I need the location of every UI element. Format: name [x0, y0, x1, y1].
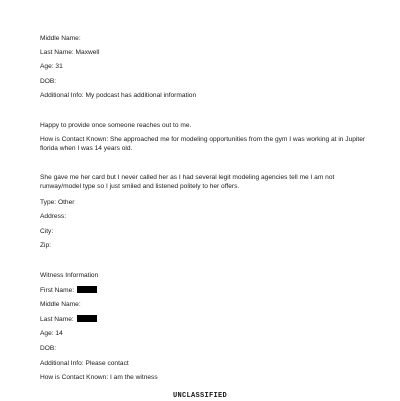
- subject-middle-name: Middle Name:: [40, 35, 81, 42]
- location-zip: Zip:: [40, 242, 51, 249]
- witness-heading: Witness Information: [40, 272, 99, 279]
- statement-details: She gave me her card but I never called her as I had several legit modeling agencies tell me I am not runway/model type so I just smiled and listened politely to her offers.: [40, 174, 335, 190]
- location-city: City:: [40, 228, 54, 235]
- classification-footer: UNCLASSIFIED: [172, 392, 227, 400]
- subject-age: Age: 31: [40, 63, 63, 70]
- witness-first-name-row: [40, 286, 370, 295]
- subject-last-name: Last Name: Maxwell: [40, 49, 100, 56]
- location-address: Address:: [40, 213, 67, 220]
- statement-how-contact-known: How is Contact Known: She approached me for modeling opportunities from the gym I was working at in Jupiter florida when I was 14 years old.: [40, 136, 366, 152]
- subject-dob: DOB:: [40, 78, 57, 85]
- witness-dob: DOB:: [40, 345, 57, 352]
- redaction-bar: [77, 315, 97, 322]
- witness-last-name-row: [40, 315, 370, 324]
- witness-additional-info: Additional Info: Please contact: [40, 360, 129, 367]
- subject-additional-info: Additional Info: My podcast has additional information: [40, 92, 197, 99]
- witness-last-name-label: Last Name:: [40, 316, 74, 323]
- witness-age: Age: 14: [40, 330, 63, 337]
- redaction-bar: [77, 286, 97, 293]
- witness-middle-name: Middle Name:: [40, 301, 81, 308]
- statement-intro: Happy to provide once someone reaches out to me.: [40, 122, 192, 129]
- witness-how-contact-known: How is Contact Known: I am the witness: [40, 374, 158, 381]
- witness-first-name-label: First Name:: [40, 287, 75, 294]
- location-type: Type: Other: [40, 199, 75, 206]
